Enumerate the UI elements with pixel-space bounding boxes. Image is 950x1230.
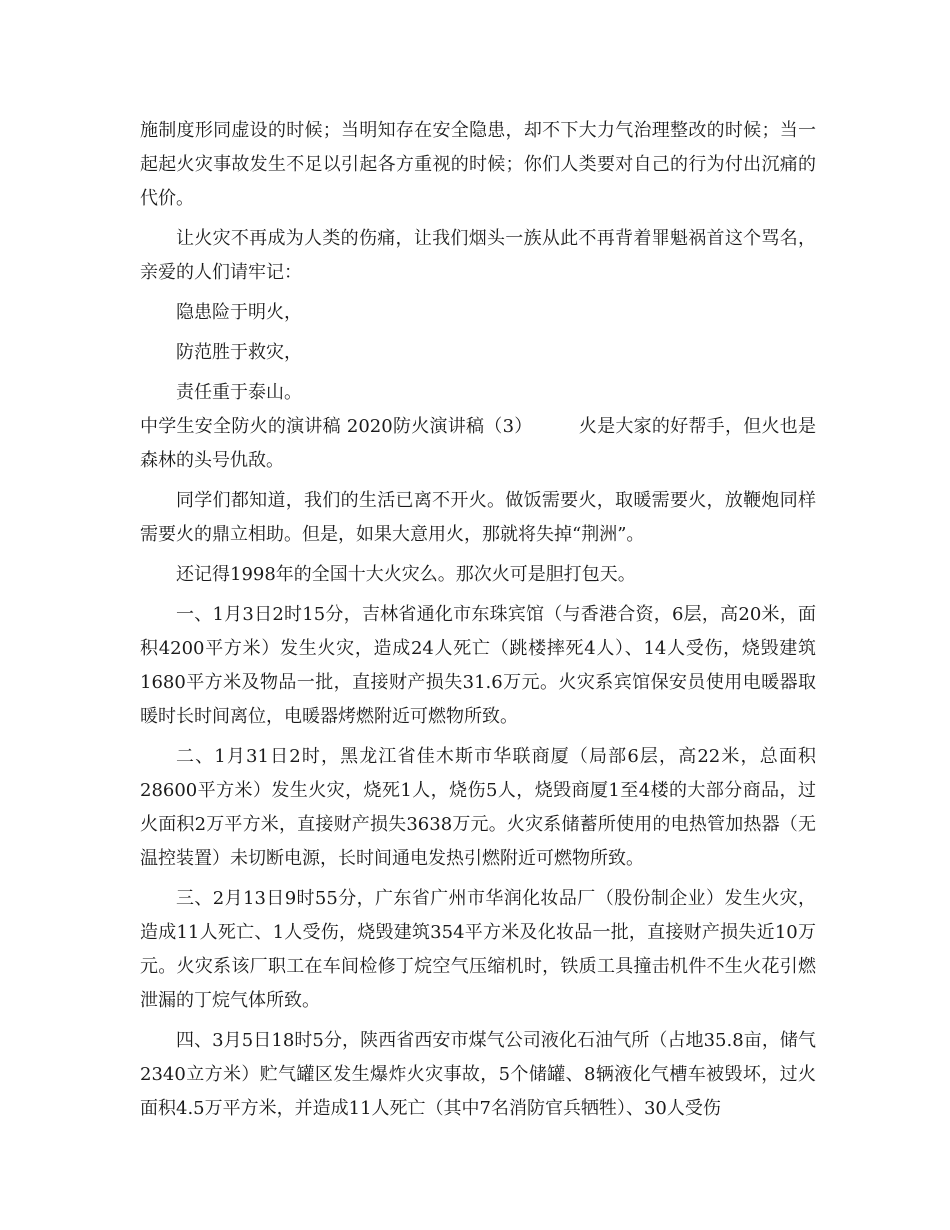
speech-title: 中学生安全防火的演讲稿 2020防火演讲稿（3） bbox=[140, 416, 533, 437]
paragraph-fire-use: 同学们都知道，我们的生活已离不开火。做饭需要火，取暖需要火，放鞭炮同样需要火的鼎立相助。但是，如果大意用火，那就将失掉“荆洲”。 bbox=[140, 490, 816, 545]
paragraph-appeal: 让火灾不再成为人类的伤痛，让我们烟头一族从此不再背着罪魁祸首这个骂名，亲爱的人们请牢记： bbox=[140, 228, 816, 283]
speech-heading bbox=[140, 410, 816, 478]
document-page bbox=[140, 114, 816, 1126]
slogan-line-1: 隐患险于明火， bbox=[176, 302, 302, 323]
paragraph-case-1: 一、1月3日2时15分，吉林省通化市东珠宾馆（与香港合资，6层，高20米，面积4200平方米）发生火灾，造成24人死亡（跳楼摔死4人）、14人受伤，烧毁建筑1680平方米及物品一批，直接财产损失31.6万元。火灾系宾馆保安员使用电暖器取暖时长时间离位，电暖器烤燃附近可燃物所致。 bbox=[140, 604, 816, 727]
slogan-line-3: 责任重于泰山。 bbox=[176, 382, 302, 403]
paragraph-case-4: 四、3月5日18时5分，陕西省西安市煤气公司液化石油气所（占地35.8亩，储气2340立方米）贮气罐区发生爆炸火灾事故，5个储罐、8辆液化气槽车被毁坏，过火面积4.5万平方米，并造成11人死亡（其中7名消防官兵牺牲）、30人受伤 bbox=[140, 1030, 816, 1119]
speech-opening: 火是大家的好帮手，但火也是森林的头号仇敌。 bbox=[140, 416, 817, 471]
slogan-line-2: 防范胜于救灾， bbox=[176, 342, 302, 363]
paragraph-continuation: 施制度形同虚设的时候；当明知存在安全隐患，却不下大力气治理整改的时候；当一起起火灾事故发生不足以引起各方重视的时候；你们人类要对自己的行为付出沉痛的代价。 bbox=[140, 120, 816, 209]
paragraph-case-3: 三、2月13日9时55分，广东省广州市华润化妆品厂（股份制企业）发生火灾，造成11人死亡、1人受伤，烧毁建筑354平方米及化妆品一批，直接财产损失近10万元。火灾系该厂职工在车间检修丁烷空气压缩机时，铁质工具撞击机件不生火花引燃泄漏的丁烷气体所致。 bbox=[140, 888, 816, 1011]
paragraph-1998: 还记得1998年的全国十大火灾么。那次火可是胆打包天。 bbox=[176, 564, 636, 585]
paragraph-case-2: 二、1月31日2时，黑龙江省佳木斯市华联商厦（局部6层，高22米，总面积28600平方米）发生火灾，烧死1人，烧伤5人，烧毁商厦1至4楼的大部分商品，过火面积2万平方米，直接财产损失3638万元。火灾系储蓄所使用的电热管加热器（无温控装置）未切断电源，长时间通电发热引燃附近可燃物所致。 bbox=[140, 746, 816, 869]
